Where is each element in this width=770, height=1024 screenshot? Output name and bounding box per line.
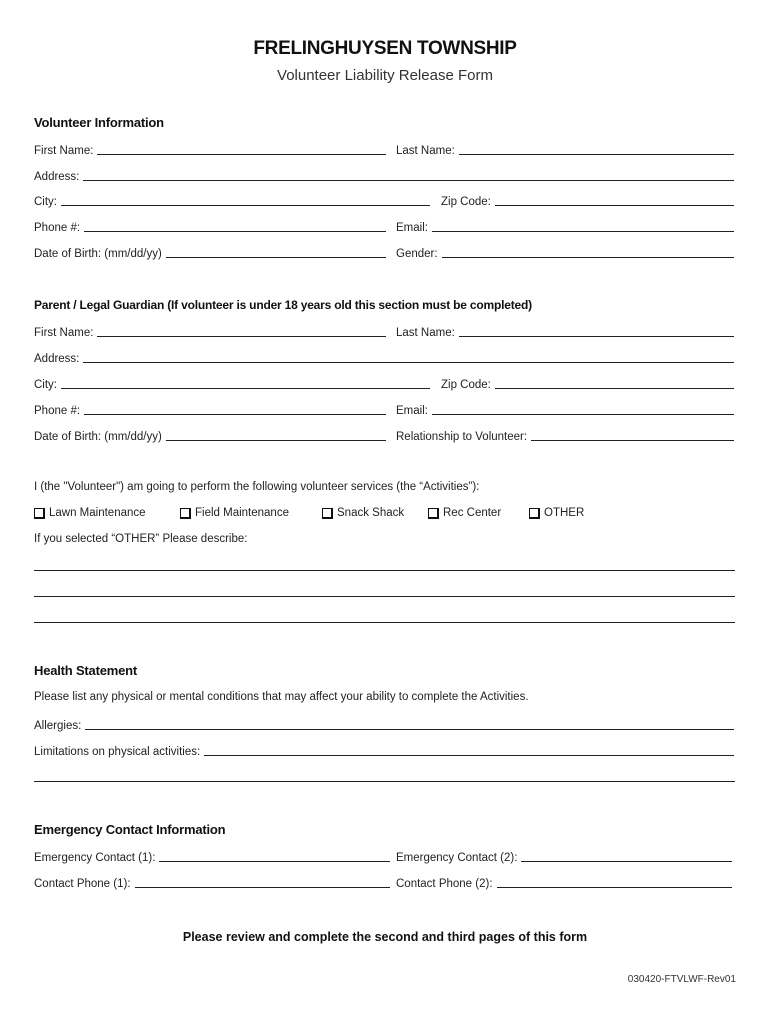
- guardian-section-heading: Parent / Legal Guardian (If volunteer is under 18 years old this section must be completed): [34, 298, 532, 312]
- checkbox-rec-center[interactable]: [428, 507, 501, 519]
- fill-line[interactable]: [61, 376, 430, 389]
- other-describe-prompt: If you selected “OTHER” Please describe:: [34, 533, 248, 545]
- field-label: Contact Phone (2):: [396, 878, 493, 890]
- field-label: City:: [34, 196, 57, 208]
- field-label: Address:: [34, 171, 80, 183]
- field-label: Emergency Contact (2):: [396, 852, 518, 864]
- emergency-contact-1-field[interactable]: [34, 848, 390, 864]
- fill-line[interactable]: [459, 142, 734, 155]
- limitations-field[interactable]: [34, 742, 734, 758]
- fill-line[interactable]: [531, 428, 734, 441]
- other-describe-line[interactable]: [34, 570, 735, 571]
- fill-line[interactable]: [97, 142, 386, 155]
- volunteer-gender-field[interactable]: [396, 244, 734, 260]
- volunteer-city-field[interactable]: [34, 192, 430, 208]
- field-label: Contact Phone (1):: [34, 878, 131, 890]
- fill-line[interactable]: [83, 350, 734, 363]
- emergency-contact-2-field[interactable]: [396, 848, 732, 864]
- contact-phone-1-field[interactable]: [34, 874, 390, 890]
- emergency-section-heading: Emergency Contact Information: [34, 822, 226, 837]
- checkbox-label: OTHER: [544, 507, 585, 519]
- fill-line[interactable]: [432, 219, 734, 232]
- field-label: Last Name:: [396, 327, 455, 339]
- guardian-zip-field[interactable]: [441, 375, 734, 391]
- checkbox-icon[interactable]: [322, 508, 333, 519]
- other-describe-line[interactable]: [34, 596, 735, 597]
- field-label: City:: [34, 379, 57, 391]
- guardian-address-field[interactable]: [34, 349, 734, 365]
- fill-line[interactable]: [84, 219, 386, 232]
- continue-instruction: Please review and complete the second and third pages of this form: [182, 930, 588, 944]
- checkbox-snack-shack[interactable]: [322, 507, 404, 519]
- field-label: Allergies:: [34, 720, 82, 732]
- field-label: Email:: [396, 222, 428, 234]
- checkbox-other[interactable]: [529, 507, 584, 519]
- volunteer-last-name-field[interactable]: [396, 141, 734, 157]
- field-label: First Name:: [34, 145, 94, 157]
- guardian-city-field[interactable]: [34, 375, 430, 391]
- volunteer-section-heading: Volunteer Information: [34, 115, 164, 130]
- activities-intro: I (the "Volunteer") am going to perform the following volunteer services (the “Activities”):: [34, 481, 480, 493]
- checkbox-icon[interactable]: [180, 508, 191, 519]
- field-label: Email:: [396, 405, 428, 417]
- guardian-relationship-field[interactable]: [396, 427, 734, 443]
- checkbox-field-maintenance[interactable]: [180, 507, 289, 519]
- field-label: Phone #:: [34, 405, 81, 417]
- health-section-heading: Health Statement: [34, 663, 137, 678]
- field-label: Relationship to Volunteer:: [396, 431, 528, 443]
- field-label: Phone #:: [34, 222, 81, 234]
- field-label: Emergency Contact (1):: [34, 852, 156, 864]
- field-label: First Name:: [34, 327, 94, 339]
- form-code: 030420-FTVLWF-Rev01: [627, 974, 736, 985]
- page-subtitle: Volunteer Liability Release Form: [277, 67, 493, 84]
- checkbox-icon[interactable]: [34, 508, 45, 519]
- fill-line[interactable]: [459, 324, 734, 337]
- fill-line[interactable]: [166, 245, 386, 258]
- field-label: Address:: [34, 353, 80, 365]
- fill-line[interactable]: [495, 376, 734, 389]
- volunteer-phone-field[interactable]: [34, 218, 386, 234]
- field-label: Date of Birth: (mm/dd/yy): [34, 248, 162, 260]
- volunteer-zip-field[interactable]: [441, 192, 734, 208]
- fill-line[interactable]: [84, 402, 386, 415]
- checkbox-label: Rec Center: [443, 507, 502, 519]
- fill-line[interactable]: [85, 717, 734, 730]
- field-label: Limitations on physical activities:: [34, 746, 201, 758]
- fill-line[interactable]: [204, 743, 734, 756]
- contact-phone-2-field[interactable]: [396, 874, 732, 890]
- field-label: Zip Code:: [441, 196, 491, 208]
- checkbox-icon[interactable]: [529, 508, 540, 519]
- guardian-dob-field[interactable]: [34, 427, 386, 443]
- fill-line[interactable]: [83, 168, 734, 181]
- fill-line[interactable]: [497, 875, 732, 888]
- checkbox-label: Lawn Maintenance: [49, 507, 146, 519]
- checkbox-lawn-maintenance[interactable]: [34, 507, 146, 519]
- other-describe-line[interactable]: [34, 622, 735, 623]
- limitations-extra-line[interactable]: [34, 781, 735, 782]
- guardian-email-field[interactable]: [396, 401, 734, 417]
- fill-line[interactable]: [61, 193, 430, 206]
- allergies-field[interactable]: [34, 716, 734, 732]
- fill-line[interactable]: [432, 402, 734, 415]
- volunteer-first-name-field[interactable]: [34, 141, 386, 157]
- volunteer-address-field[interactable]: [34, 167, 734, 183]
- volunteer-email-field[interactable]: [396, 218, 734, 234]
- field-label: Date of Birth: (mm/dd/yy): [34, 431, 162, 443]
- fill-line[interactable]: [495, 193, 734, 206]
- checkbox-label: Snack Shack: [337, 507, 405, 519]
- fill-line[interactable]: [135, 875, 390, 888]
- field-label: Gender:: [396, 248, 438, 260]
- fill-line[interactable]: [442, 245, 734, 258]
- checkbox-icon[interactable]: [428, 508, 439, 519]
- fill-line[interactable]: [97, 324, 386, 337]
- fill-line[interactable]: [159, 849, 390, 862]
- fill-line[interactable]: [521, 849, 732, 862]
- field-label: Zip Code:: [441, 379, 491, 391]
- guardian-first-name-field[interactable]: [34, 323, 386, 339]
- field-label: Last Name:: [396, 145, 455, 157]
- health-instructions: Please list any physical or mental conditions that may affect your ability to complete the Activities.: [34, 691, 529, 703]
- guardian-phone-field[interactable]: [34, 401, 386, 417]
- fill-line[interactable]: [166, 428, 386, 441]
- checkbox-label: Field Maintenance: [195, 507, 289, 519]
- volunteer-dob-field[interactable]: [34, 244, 386, 260]
- guardian-last-name-field[interactable]: [396, 323, 734, 339]
- page-title: FRELINGHUYSEN TOWNSHIP: [253, 38, 517, 59]
